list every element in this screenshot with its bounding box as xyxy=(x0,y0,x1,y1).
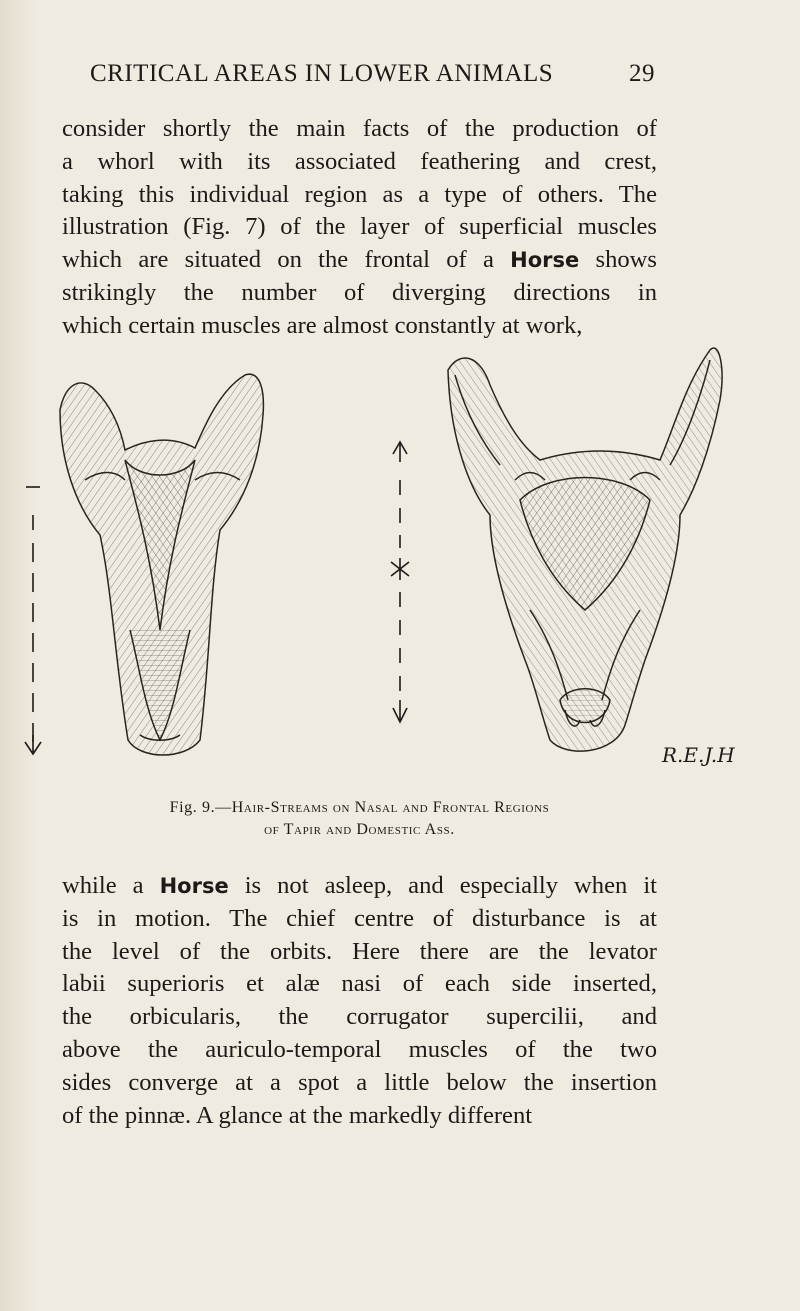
text-line: strikingly the number of diverging directions in xyxy=(62,278,657,306)
text-line xyxy=(62,244,657,277)
page-number: 29 xyxy=(629,60,655,87)
text-run: is not asleep, and especially when it xyxy=(228,872,657,899)
center-arrow-icon xyxy=(391,442,409,722)
figure-drawing xyxy=(20,330,740,800)
text-line: sides converge at a spot a little below the insertion xyxy=(62,1068,657,1096)
text-line: labii superioris et alæ nasi of each side inserted, xyxy=(62,970,657,998)
bold-term-horse: Horse xyxy=(510,248,580,273)
tapir-head-drawing xyxy=(60,374,263,755)
donkey-head-drawing xyxy=(448,348,722,751)
text-line: the level of the orbits. Here there are the levator xyxy=(62,937,657,965)
caption-prefix: Fig. 9.— xyxy=(169,799,232,816)
text-line: a whorl with its associated feathering and crest, xyxy=(62,147,657,175)
bold-term-horse: Horse xyxy=(159,874,229,898)
text-line: taking this individual region as a type of others. The xyxy=(62,180,657,208)
artist-signature: R.E.J.H xyxy=(662,743,735,767)
text-run: which are situated on the frontal of a xyxy=(62,246,511,274)
caption-title-1: Hair-Streams on Nasal and Frontal Regions xyxy=(231,799,550,816)
caption-line-2: of Tapir and Domestic Ass. xyxy=(264,821,455,838)
figure-caption xyxy=(62,797,657,841)
header-title: CRITICAL AREAS IN LOWER ANIMALS xyxy=(90,60,554,87)
text-line: above the auriculo-temporal muscles of the two xyxy=(62,1035,657,1063)
body-paragraph-2 xyxy=(62,870,657,1132)
text-line xyxy=(62,870,657,903)
text-line: illustration (Fig. 7) of the layer of superficial muscles xyxy=(62,213,657,241)
body-paragraph-1 xyxy=(62,113,657,343)
text-line: which certain muscles are almost constantly at work, xyxy=(62,311,583,339)
text-line: consider shortly the main facts of the production of xyxy=(62,115,657,142)
text-line: the orbicularis, the corrugator supercilii, and xyxy=(62,1003,657,1031)
running-head xyxy=(90,60,655,88)
text-line: is in motion. The chief centre of disturbance is at xyxy=(62,904,657,932)
text-run: while a xyxy=(62,872,160,899)
text-run: shows xyxy=(579,246,658,274)
caption-line-1 xyxy=(62,797,657,819)
text-line: of the pinnæ. A glance at the markedly different xyxy=(62,1101,533,1129)
figure-illustration xyxy=(20,330,740,800)
left-arrow-icon xyxy=(25,487,41,754)
